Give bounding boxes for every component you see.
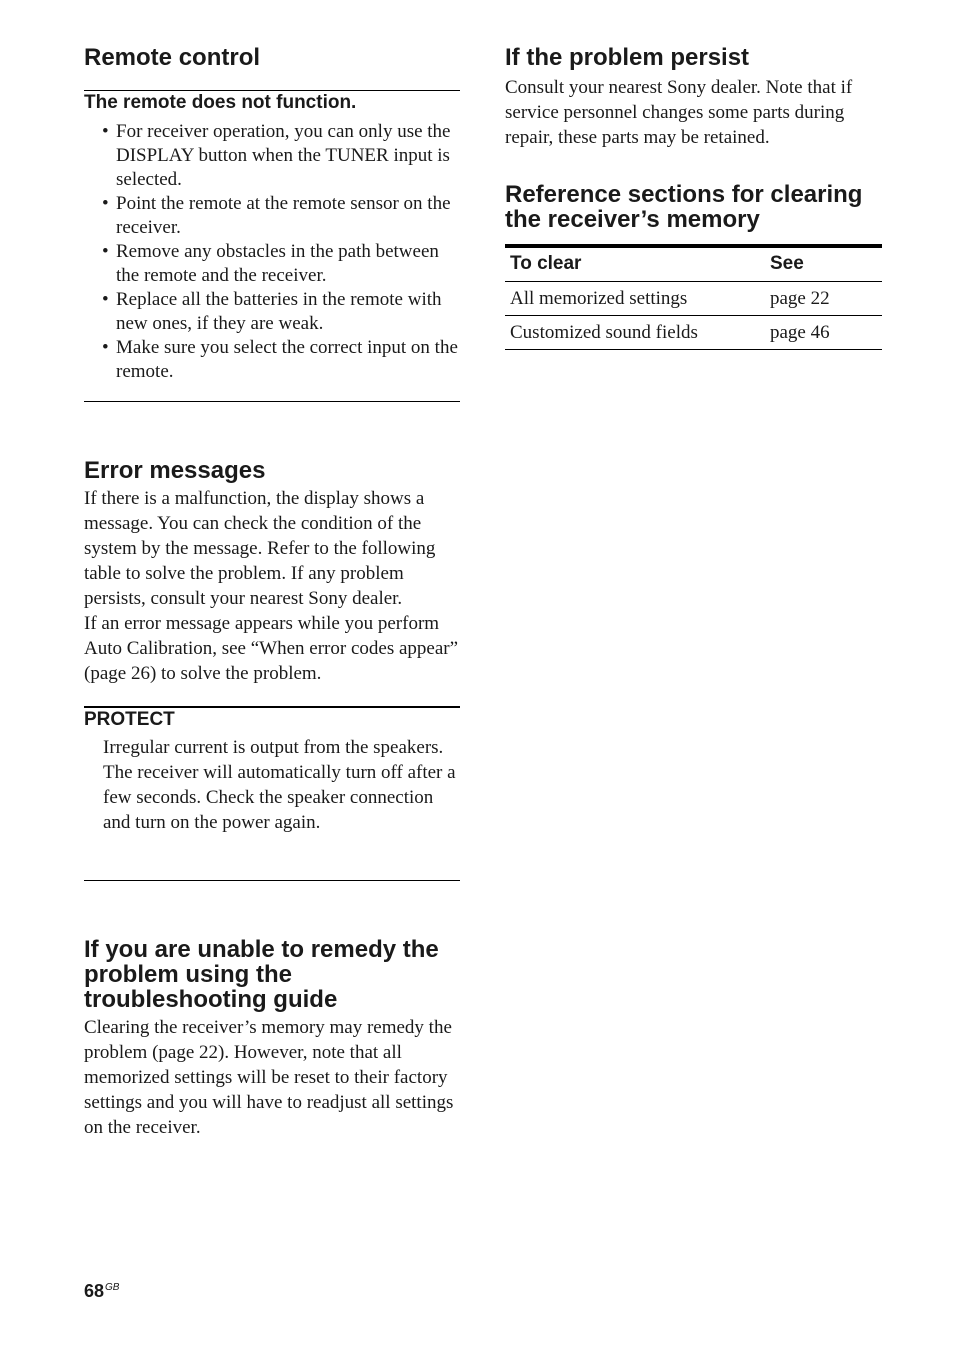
problem-persist-heading: If the problem persist (505, 44, 750, 71)
table-row (505, 316, 882, 350)
error-messages-paragraph-1: If there is a malfunction, the display shows a message. You can check the condition of the system by the message. Refer to the following table to solve the problem. If any problem persists, consult your nearest Sony dealer. (84, 488, 436, 609)
reference-table (505, 244, 882, 350)
table-cell: All memorized settings (505, 282, 765, 316)
problem-persist-paragraph: Consult your nearest Sony dealer. Note that if service personnel changes some parts during repair, these parts may be retained. (505, 77, 853, 148)
protect-description: Irregular current is output from the speakers. The receiver will automatically turn off after a few seconds. Check the speaker connection and turn on the power again. (103, 737, 456, 833)
list-item: • Point the remote at the remote sensor on the receiver. (102, 193, 451, 238)
table-cell: page 22 (765, 282, 882, 316)
table-header-row (505, 246, 882, 282)
table-cell: Customized sound fields (505, 316, 765, 350)
error-messages-heading: Error messages (84, 457, 266, 484)
column-header-see: See (765, 246, 882, 282)
remote-control-bullet-list (84, 120, 460, 384)
section-divider (84, 401, 460, 402)
remote-control-heading: Remote control (84, 44, 261, 71)
error-messages-paragraph-2: If an error message appears while you perform Auto Calibration, see “When error codes appear” (page 26) to solve the problem. (84, 613, 459, 684)
list-item: • Replace all the batteries in the remote with new ones, if they are weak. (102, 289, 442, 334)
list-item: • For receiver operation, you can only use the DISPLAY button when the TUNER input is selected. (102, 121, 451, 190)
page-number (84, 1281, 119, 1302)
protect-label: PROTECT (84, 706, 460, 731)
list-item: • Remove any obstacles in the path between the remote and the receiver. (102, 241, 439, 286)
remote-not-function-subheading: The remote does not function. (84, 90, 460, 114)
section-divider (84, 880, 460, 881)
table-cell: page 46 (765, 316, 882, 350)
list-item: • Make sure you select the correct input on the remote. (102, 337, 458, 382)
page-number-suffix: GB (105, 1282, 120, 1293)
reference-sections-heading: Reference sections for clearing the receiver’s memory (505, 181, 863, 233)
unable-remedy-heading: If you are unable to remedy the problem using the troubleshooting guide (84, 936, 439, 1013)
table-row (505, 282, 882, 316)
unable-remedy-paragraph: Clearing the receiver’s memory may remedy the problem (page 22). However, note that all memorized settings will be reset to their factory settings and you will have to readjust all settings on the receiver. (84, 1017, 454, 1138)
page-number-value: 68 (84, 1281, 105, 1301)
column-header-to-clear: To clear (505, 246, 765, 282)
